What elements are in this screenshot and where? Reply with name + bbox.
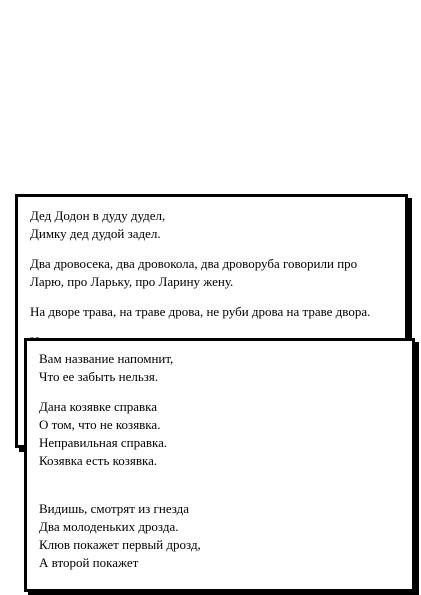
text-line: А второй покажет [39, 555, 139, 570]
text-line: Два молоденьких дрозда. [39, 519, 179, 534]
text-line: Что ее забыть нельзя. [39, 369, 159, 384]
text-line: Неправильная справка. [39, 435, 168, 450]
text-line: Ларю, про Ларьку, про Ларину жену. [30, 274, 234, 289]
tongue-twister-3 [30, 303, 397, 321]
text-line: Видишь, смотрят из гнезда [39, 501, 190, 516]
text-line: Дед Додон в дуду дудел, [30, 208, 166, 223]
text-line: Вам название напомнит, [39, 351, 174, 366]
front-text-card [24, 338, 415, 592]
tongue-twister-1 [30, 207, 397, 243]
text-line: На дворе трава, на траве дрова, не руби дрова на траве двора. [30, 304, 371, 319]
text-line: Дана козявке справка [39, 399, 158, 414]
text-line: О том, что не козявка. [39, 417, 161, 432]
riddle-3 [39, 500, 404, 572]
riddle-2 [39, 398, 404, 470]
text-line: Козявка есть козявка. [39, 453, 158, 468]
riddle-1 [39, 350, 404, 386]
text-line: Два дровосека, два дровокола, два дроворуба говорили про [30, 256, 358, 271]
text-line: Димку дед дудой задел. [30, 226, 161, 241]
spacer [39, 482, 404, 500]
tongue-twister-2 [30, 255, 397, 291]
text-line: Клюв покажет первый дрозд, [39, 537, 201, 552]
